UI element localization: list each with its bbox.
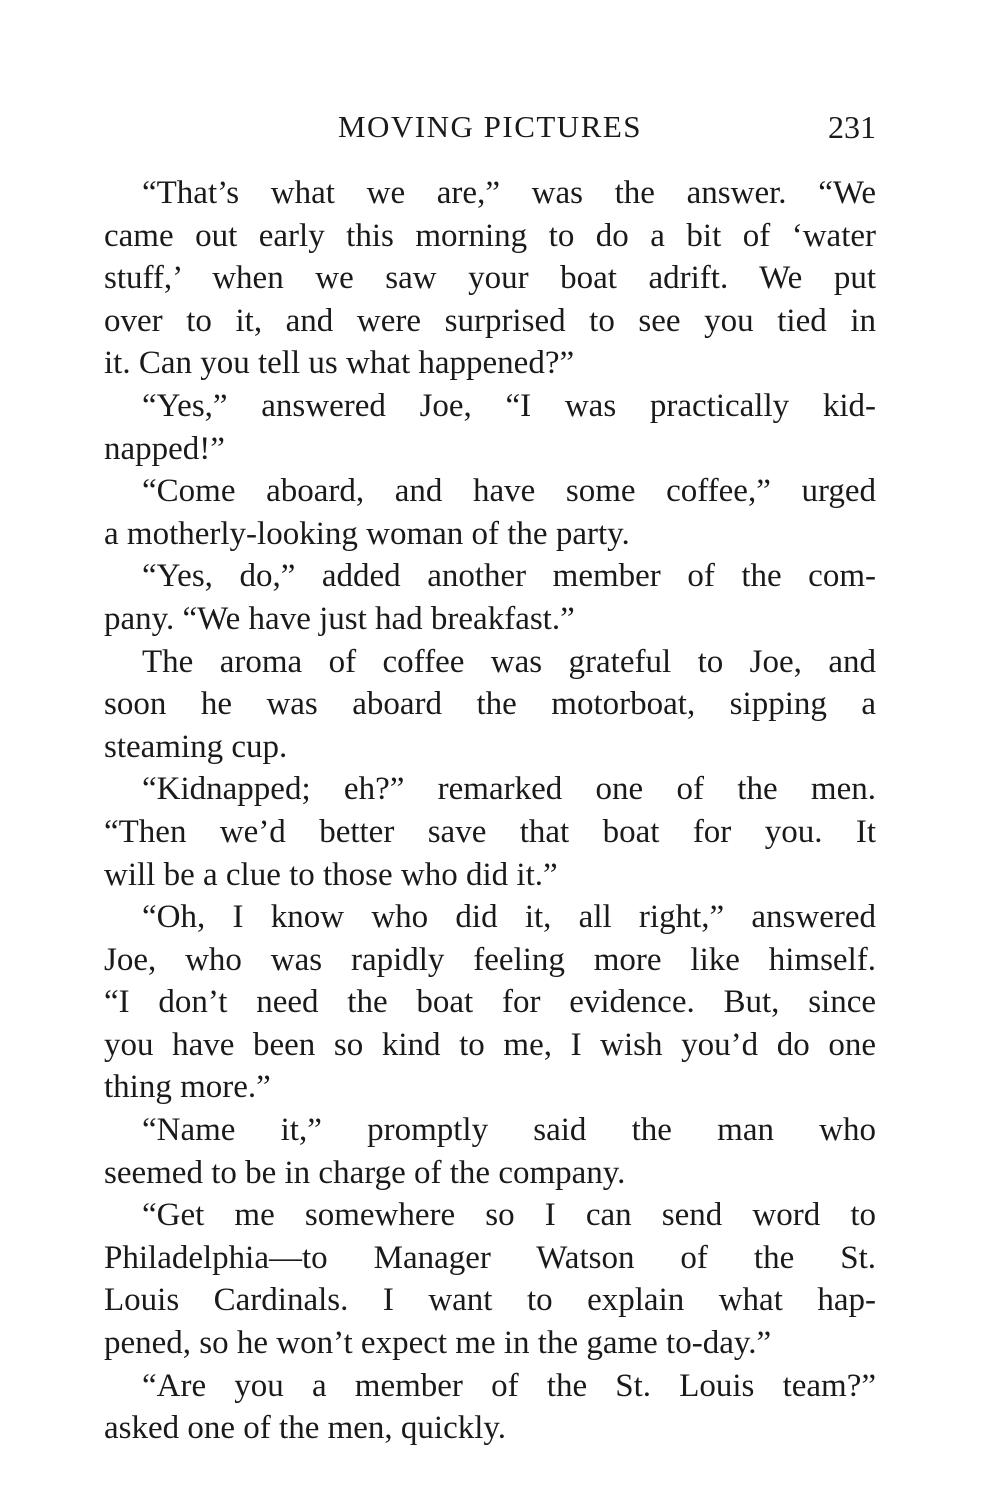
text-line: “I don’t need the boat for evidence. But, since (104, 984, 876, 1021)
text-line: “Name it,” promptly said the man who (142, 1112, 876, 1149)
text-line: The aroma of coffee was grateful to Joe, and (142, 643, 876, 680)
text-line: you have been so kind to me, I wish you’d do one (104, 1026, 876, 1063)
body-text (104, 172, 876, 1450)
text-line: over to it, and were surprised to see you tied in (104, 302, 876, 339)
text-line: will be a clue to those who did it.” (104, 856, 558, 893)
text-line: “Yes,” answered Joe, “I was practically kid- (142, 387, 876, 424)
text-line: it. Can you tell us what happened?” (104, 345, 575, 382)
text-line: asked one of the men, quickly. (104, 1410, 506, 1447)
text-line: a motherly-looking woman of the party. (104, 515, 630, 552)
text-line: pany. “We have just had breakfast.” (104, 600, 575, 637)
page-number: 231 (828, 109, 876, 145)
text-line: pened, so he won’t expect me in the game to-day.” (104, 1325, 772, 1362)
text-line: Joe, who was rapidly feeling more like himself. (104, 941, 876, 978)
text-line: thing more.” (104, 1069, 271, 1106)
text-line: “Kidnapped; eh?” remarked one of the men. (142, 771, 876, 808)
running-title: MOVING PICTURES (337, 109, 643, 144)
text-line: “Yes, do,” added another member of the com- (142, 558, 876, 595)
text-line: napped!” (104, 430, 225, 467)
text-line: stuff,’ when we saw your boat adrift. We put (104, 260, 876, 297)
running-head (104, 104, 876, 150)
text-line: “Are you a member of the St. Louis team?” (142, 1367, 876, 1404)
text-line: “Oh, I know who did it, all right,” answered (142, 899, 876, 936)
text-line: “Come aboard, and have some coffee,” urged (142, 473, 876, 510)
text-line: came out early this morning to do a bit of ‘water (104, 217, 876, 254)
text-line: Louis Cardinals. I want to explain what hap- (104, 1282, 876, 1319)
text-line: “That’s what we are,” was the answer. “We (142, 175, 876, 211)
text-line: seemed to be in charge of the company. (104, 1154, 626, 1191)
text-line: Philadelphia—to Manager Watson of the St. (104, 1239, 876, 1276)
text-line: “Then we’d better save that boat for you. It (104, 813, 876, 850)
text-line: “Get me somewhere so I can send word to (142, 1197, 876, 1234)
text-line: steaming cup. (104, 728, 288, 765)
text-line: soon he was aboard the motorboat, sipping a (104, 686, 876, 723)
